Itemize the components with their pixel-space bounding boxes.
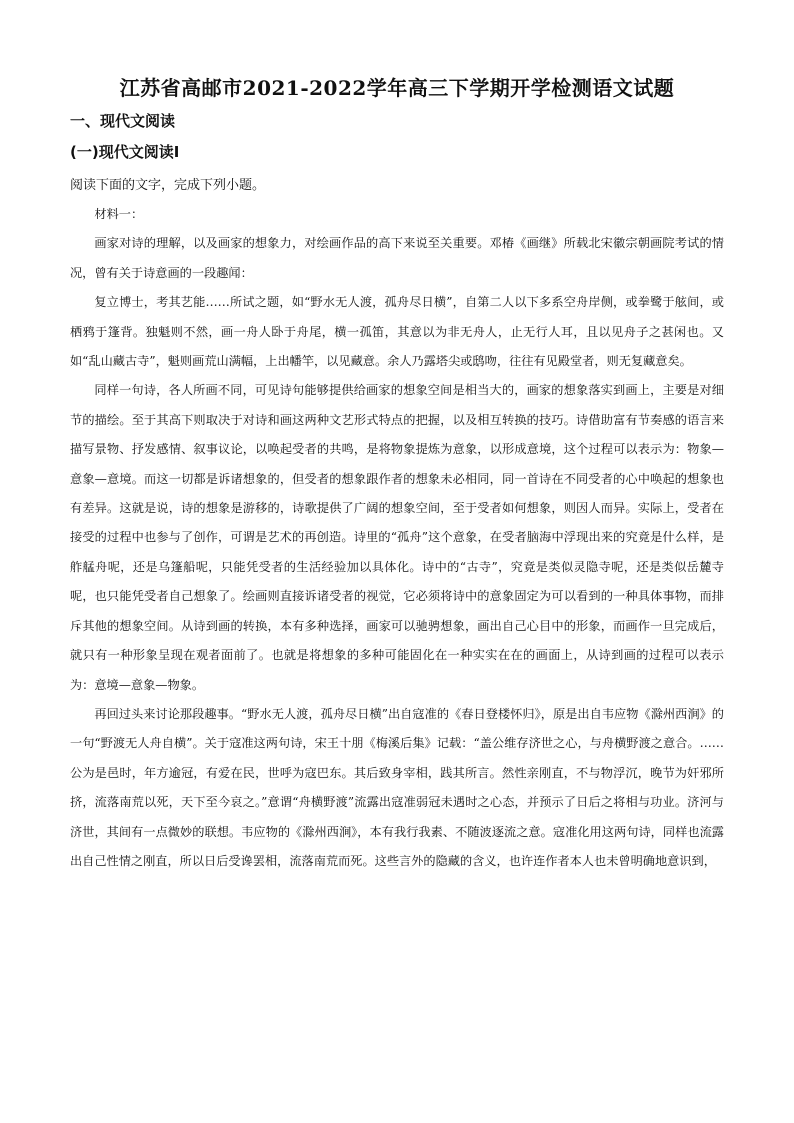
- paragraph: 复立博士，考其艺能……所试之题，如“野水无人渡，孤舟尽日横”，自第二人以下多系空舟岸侧，或拳鹭于舷间，或栖鸦于篷背。独魁则不然，画一舟人卧于舟尾，横一孤笛，其意以为非无舟人，止无行人耳，且以见舟子之甚闲也。又如“乱山藏古寺”，魁则画荒山满幅，上出幡竿，以见藏意。余人乃露塔尖或鸱吻，往往有见殿堂者，则无复藏意矣。: [70, 295, 724, 369]
- paragraph: 再回过头来讨论那段趣事。“野水无人渡，孤舟尽日横”出自寇准的《春日登楼怀归》，原是出自韦应物《滁州西涧》的一句“野渡无人舟自横”。关于寇准这两句诗，宋王十朋《梅溪后集》记载：“盖公维存济世之心，与舟横野渡之意合。……公为是邑时，年方逾冠，有爱在民，世呼为寇巴东。其后致身宰相，践其所言。然性亲刚直，不与物浮沉，晚节为奸邪所挤，流落南荒以死，天下至今哀之。”意谓“舟横野渡”流露出寇准弱冠未遇时之心态，并预示了日后之将相与功业。济河与济世，其间有一点微妙的联想。韦应物的《滁州西涧》，本有我行我素、不随波逐流之意。寇准化用这两句诗，同样也流露出自己性情之刚直，所以日后受谗罢相，流落南荒而死。这些言外的隐藏的含义，也许连作者本人也未曾明确地意识到，: [70, 706, 724, 868]
- material-label: 材料一：: [94, 207, 144, 221]
- paragraph: 画家对诗的理解，以及画家的想象力，对绘画作品的高下来说至关重要。邓椿《画继》所载北宋徽宗朝画院考试的情况，曾有关于诗意画的一段趣闻：: [70, 236, 724, 280]
- section-heading: 一、现代文阅读: [70, 112, 176, 130]
- reading-material: [70, 200, 724, 876]
- instruction-text: 阅读下面的文字，完成下列小题。: [70, 178, 266, 193]
- subsection-heading: (一)现代文阅读Ⅰ: [70, 143, 180, 161]
- paragraph: 同样一句诗，各人所画不同，可见诗句能够提供给画家的想象空间是相当大的，画家的想象落实到画上，主要是对细节的描绘。至于其高下则取决于对诗和画这两种文艺形式特点的把握，以及相互转换的技巧。诗借助富有节奏感的语言来描写景物、抒发感情、叙事议论，以唤起受者的共鸣，是将物象提炼为意象，以形成意境，这个过程可以表示为：物象—意象—意境。而这一切都是诉诸想象的，但受者的想象跟作者的想象未必相同，同一首诗在不同受者的心中唤起的想象也有差异。这就是说，诗的想象是游移的，诗歌提供了广阔的想象空间，至于受者如何想象，则因人而异。实际上，受者在接受的过程中也参与了创作，可谓是艺术的再创造。诗里的“孤舟”这个意象，在受者脑海中浮现出来的究竟是什么样，是舴艋舟呢，还是乌篷船呢，只能凭受者的生活经验加以具体化。诗中的“古寺”，究竟是类似灵隐寺呢，还是类似岳麓寺呢，也只能凭受者自己想象了。绘画则直接诉诸受者的视觉，它必须将诗中的意象固定为可以看到的一种具体事物，而排斥其他的想象空间。从诗到画的转换，本有多种选择，画家可以驰骋想象，画出自己心目中的形象，而画作一旦完成后，就只有一种形象呈现在观者面前了。也就是将想象的多种可能固化在一种实实在在的画面上，从诗到画的过程可以表示为：意境—意象—物象。: [70, 383, 724, 692]
- exam-title: 江苏省高邮市2021-2022学年高三下学期开学检测语文试题: [119, 76, 675, 100]
